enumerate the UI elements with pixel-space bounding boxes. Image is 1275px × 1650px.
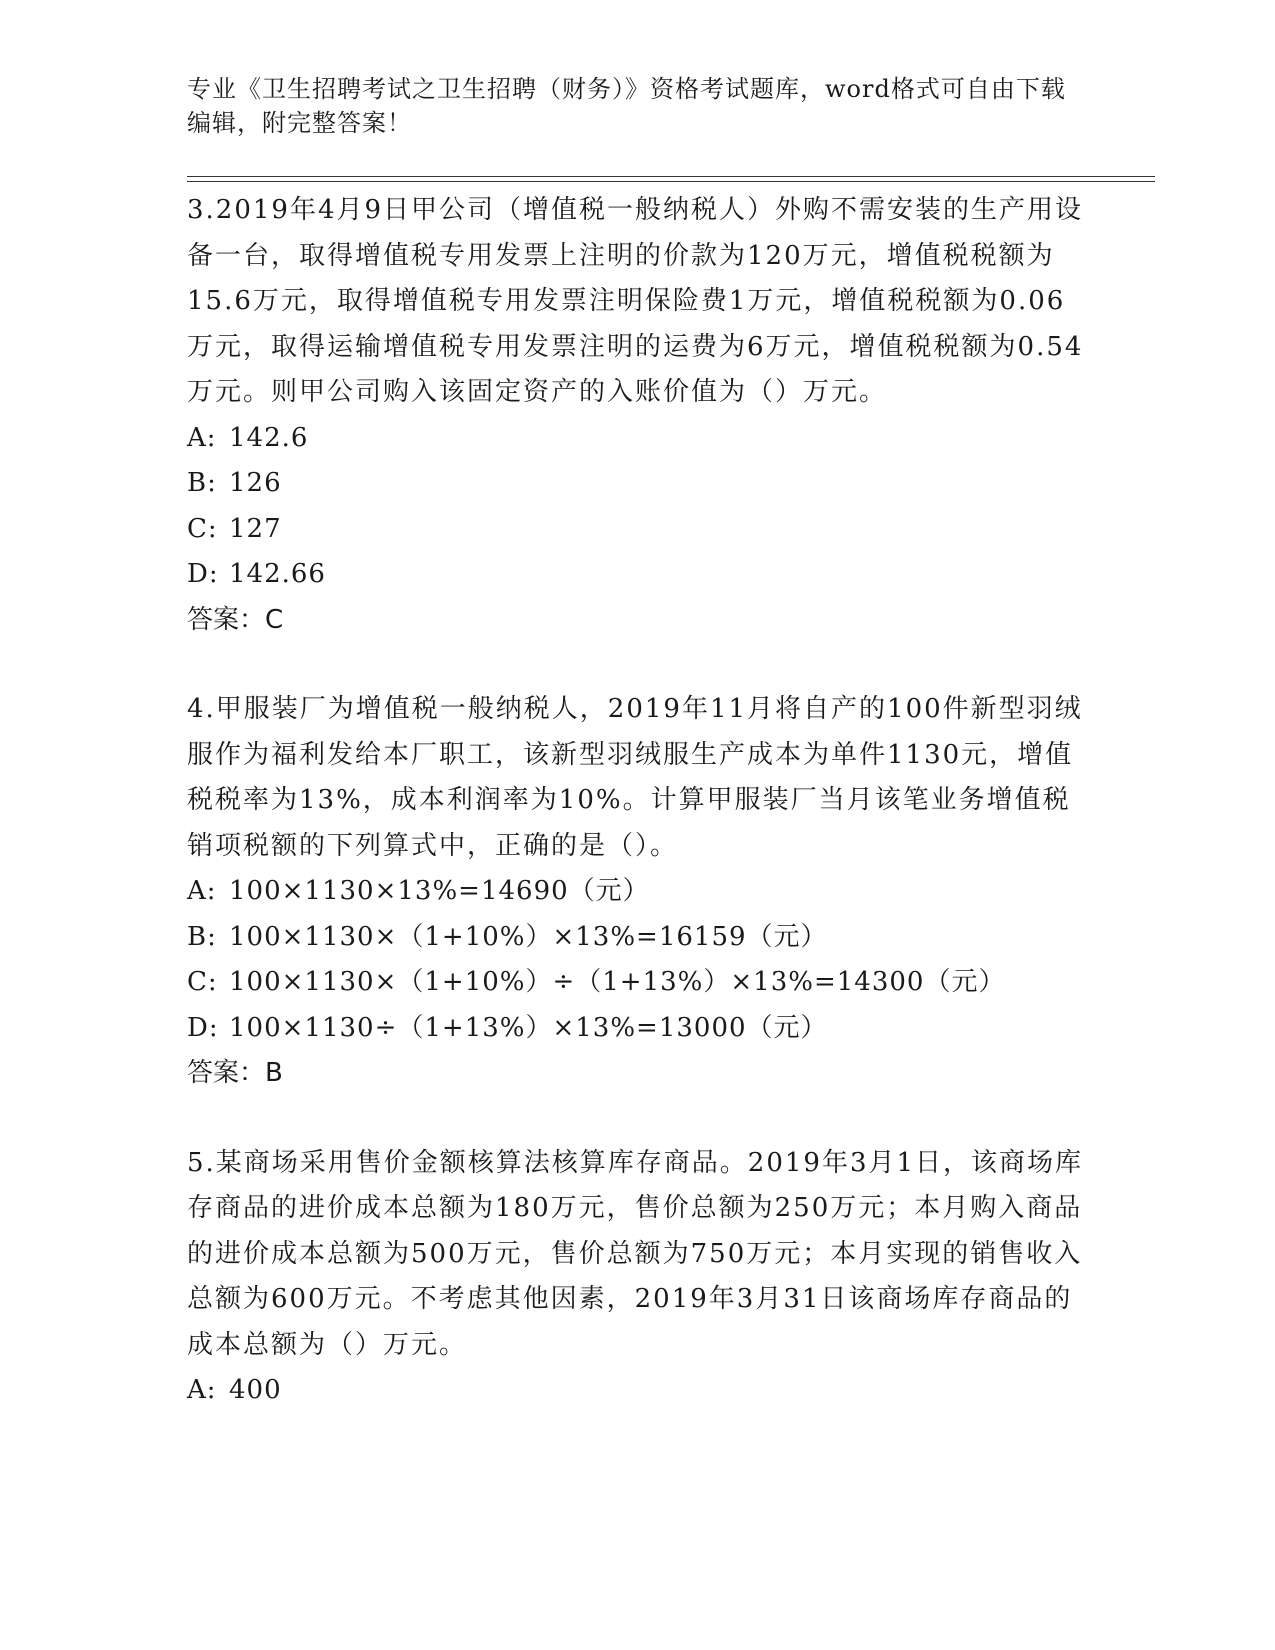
option-key: D:	[187, 559, 219, 589]
option-c	[187, 507, 1087, 553]
option-value: 100×1130×13%=14690（元）	[229, 876, 650, 906]
question-4	[187, 687, 1087, 1097]
answer-line: 答案：B	[187, 1058, 283, 1088]
option-value: 100×1130×（1+10%）÷（1+13%）×13%=14300（元）	[229, 967, 1006, 997]
option-a	[187, 416, 1087, 462]
option-key: C:	[187, 513, 218, 544]
question-text: 5.某商场采用售价金额核算法核算库存商品。2019年3月1日，该商场库存商品的进价成本总额为180万元，售价总额为250万元；本月购入商品的进价成本总额为500万元，售价总额为750万元；本月实现的销售收入总额为600万元。不考虑其他因素，2019年3月31日该商场库存商品的成本总额为（）万元。	[187, 1147, 1084, 1360]
option-key: C:	[187, 967, 218, 997]
question-3	[187, 188, 1087, 643]
question-5	[187, 1141, 1087, 1414]
option-key: D:	[187, 1012, 219, 1043]
option-value: 127	[229, 513, 282, 544]
option-value: 100×1130×（1+10%）×13%=16159（元）	[229, 921, 828, 952]
page-header: 专业《卫生招聘考试之卫生招聘（财务）》资格考试题库，word格式可自由下载编辑，附完整答案！	[187, 75, 1066, 137]
option-value: 400	[229, 1375, 282, 1405]
option-b	[187, 461, 1087, 507]
option-value: 126	[229, 468, 282, 498]
option-key: A:	[187, 422, 217, 453]
option-d	[187, 552, 1087, 598]
option-d	[187, 1006, 1087, 1052]
question-text: 4.甲服装厂为增值税一般纳税人，2019年11月将自产的100件新型羽绒服作为福利发给本厂职工，该新型羽绒服生产成本为单件1130元，增值税税率为13%，成本利润率为10%。计算甲服装厂当月该笔业务增值税销项税额的下列算式中，正确的是（）。	[187, 694, 1083, 861]
question-text: 3.2019年4月9日甲公司（增值税一般纳税人）外购不需安装的生产用设备一台，取得增值税专用发票上注明的价款为120万元，增值税税额为15.6万元，取得增值税专用发票注明保险费1万元，增值税税额为0.06万元，取得运输增值税专用发票注明的运费为6万元，增值税税额为0.54万元。则甲公司购入该固定资产的入账价值为（）万元。	[187, 195, 1084, 407]
option-value: 142.6	[229, 422, 309, 453]
header-divider	[187, 176, 1155, 182]
option-key: A:	[187, 1375, 217, 1405]
option-b	[187, 915, 1087, 961]
answer-line: 答案：C	[187, 604, 284, 635]
option-c	[187, 960, 1087, 1006]
option-key: A:	[187, 876, 217, 906]
option-key: B:	[187, 468, 217, 498]
option-a	[187, 869, 1087, 915]
option-a	[187, 1368, 1087, 1414]
question-list	[187, 188, 1087, 1458]
option-key: B:	[187, 921, 217, 952]
option-value: 100×1130÷（1+13%）×13%=13000（元）	[229, 1012, 828, 1043]
option-value: 142.66	[229, 559, 326, 589]
